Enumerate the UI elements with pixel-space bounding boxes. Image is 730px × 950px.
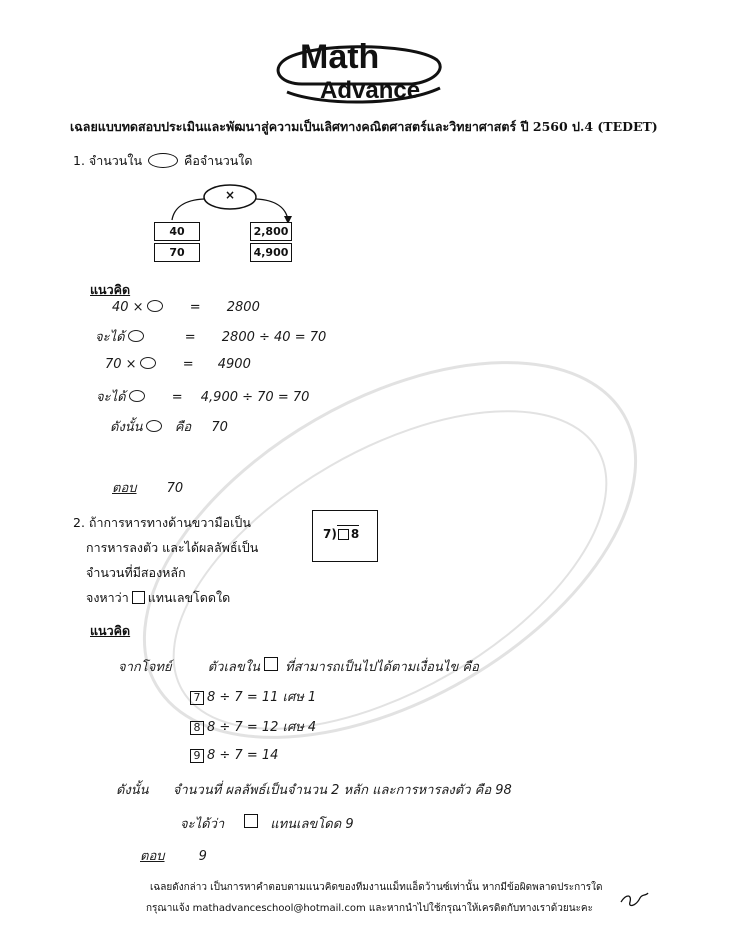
q1-work-line-1: 40 × = 2800	[112, 300, 260, 315]
q1-diagram	[150, 180, 310, 270]
digit-box: 8	[190, 721, 204, 735]
math-advance-logo	[262, 22, 452, 110]
q2-line-4: จงหาว่า แทนเลขโดดใด	[86, 590, 231, 605]
q2-line-3: จำนวนที่มีสองหลัก	[86, 565, 186, 580]
q1-work-line-4: จะได้ = 4,900 ÷ 70 = 70	[96, 390, 310, 405]
logo-word-advance: Advance	[320, 77, 421, 104]
q1-answer: ตอบ 70	[112, 481, 184, 496]
q2-row-1: 7 8 ÷ 7 = 11 เศษ 1	[190, 686, 316, 707]
q2-conclusion: ดังนั้น จำนวนที่ ผลลัพธ์เป็นจำนวน 2 หลัก และการหารลงตัว คือ 98	[116, 783, 512, 798]
logo-word-math: Math	[300, 38, 380, 76]
square-icon	[264, 657, 278, 671]
digit-box: 9	[190, 749, 204, 763]
q2-line-1: 2. ถ้าการหารทางด้านขวามือเป็น	[73, 515, 251, 530]
q1-work-line-2: จะได้ = 2800 ÷ 40 = 70	[95, 330, 327, 345]
square-icon	[132, 591, 145, 604]
diagram-left-bottom: 70	[154, 243, 200, 262]
oval-icon	[140, 357, 156, 369]
signature-icon	[618, 890, 650, 910]
page-title: เฉลยแบบทดสอบประเมินและพัฒนาสู่ความเป็นเลิศทางคณิตศาสตร์และวิทยาศาสตร์ ปี 2560 ป.4 (TEDET)	[70, 119, 658, 134]
oval-icon	[147, 300, 163, 312]
q2-division-box	[312, 510, 378, 562]
division-divisor: 7)	[323, 527, 337, 541]
q1-method-label: แนวคิด	[90, 282, 131, 297]
q2-answer: ตอบ 9	[140, 849, 207, 864]
q1-question: 1. จำนวนใน คือจำนวนใด	[73, 153, 253, 168]
square-icon	[338, 529, 349, 540]
oval-icon	[129, 390, 145, 402]
q2-row-3: 9 8 ÷ 7 = 14	[190, 748, 278, 763]
q1-work-line-3: 70 × = 4900	[105, 357, 251, 372]
footer-line-2: กรุณาแจ้ง mathadvanceschool@hotmail.com และหากนำไปใช้กรุณาให้เครดิตกับทางเราด้วยนะคะ	[146, 903, 593, 914]
oval-icon	[146, 420, 162, 432]
diagram-operator: ×	[224, 188, 236, 202]
diagram-right-bottom: 4,900	[250, 243, 292, 262]
q2-line-2: การหารลงตัว และได้ผลลัพธ์เป็น	[86, 540, 259, 555]
q2-row-2: 8 8 ÷ 7 = 12 เศษ 4	[190, 716, 316, 737]
square-icon	[244, 814, 258, 828]
division-digit: 8	[350, 527, 360, 541]
oval-shape-icon	[148, 153, 178, 168]
q1-work-line-5: ดังนั้น คือ 70	[110, 420, 228, 435]
diagram-left-top: 40	[154, 222, 200, 241]
q2-method-label: แนวคิด	[90, 623, 131, 638]
diagram-right-top: 2,800	[250, 222, 292, 241]
digit-box: 7	[190, 691, 204, 705]
q2-conclusion-2: จะได้ว่า แทนเลขโดด 9	[180, 813, 354, 834]
oval-icon	[128, 330, 144, 342]
footer-line-1: เฉลยดังกล่าว เป็นการหาคำตอบตามแนวคิดของทีมงานแม็ทแอ็ดว้านซ์เท่านั้น หากมีข้อผิดพลาดประการใด	[150, 882, 603, 893]
q2-intro: จากโจทย์ ตัวเลขใน ที่สามารถเป็นไปได้ตามเงื่อนไข คือ	[118, 656, 479, 677]
